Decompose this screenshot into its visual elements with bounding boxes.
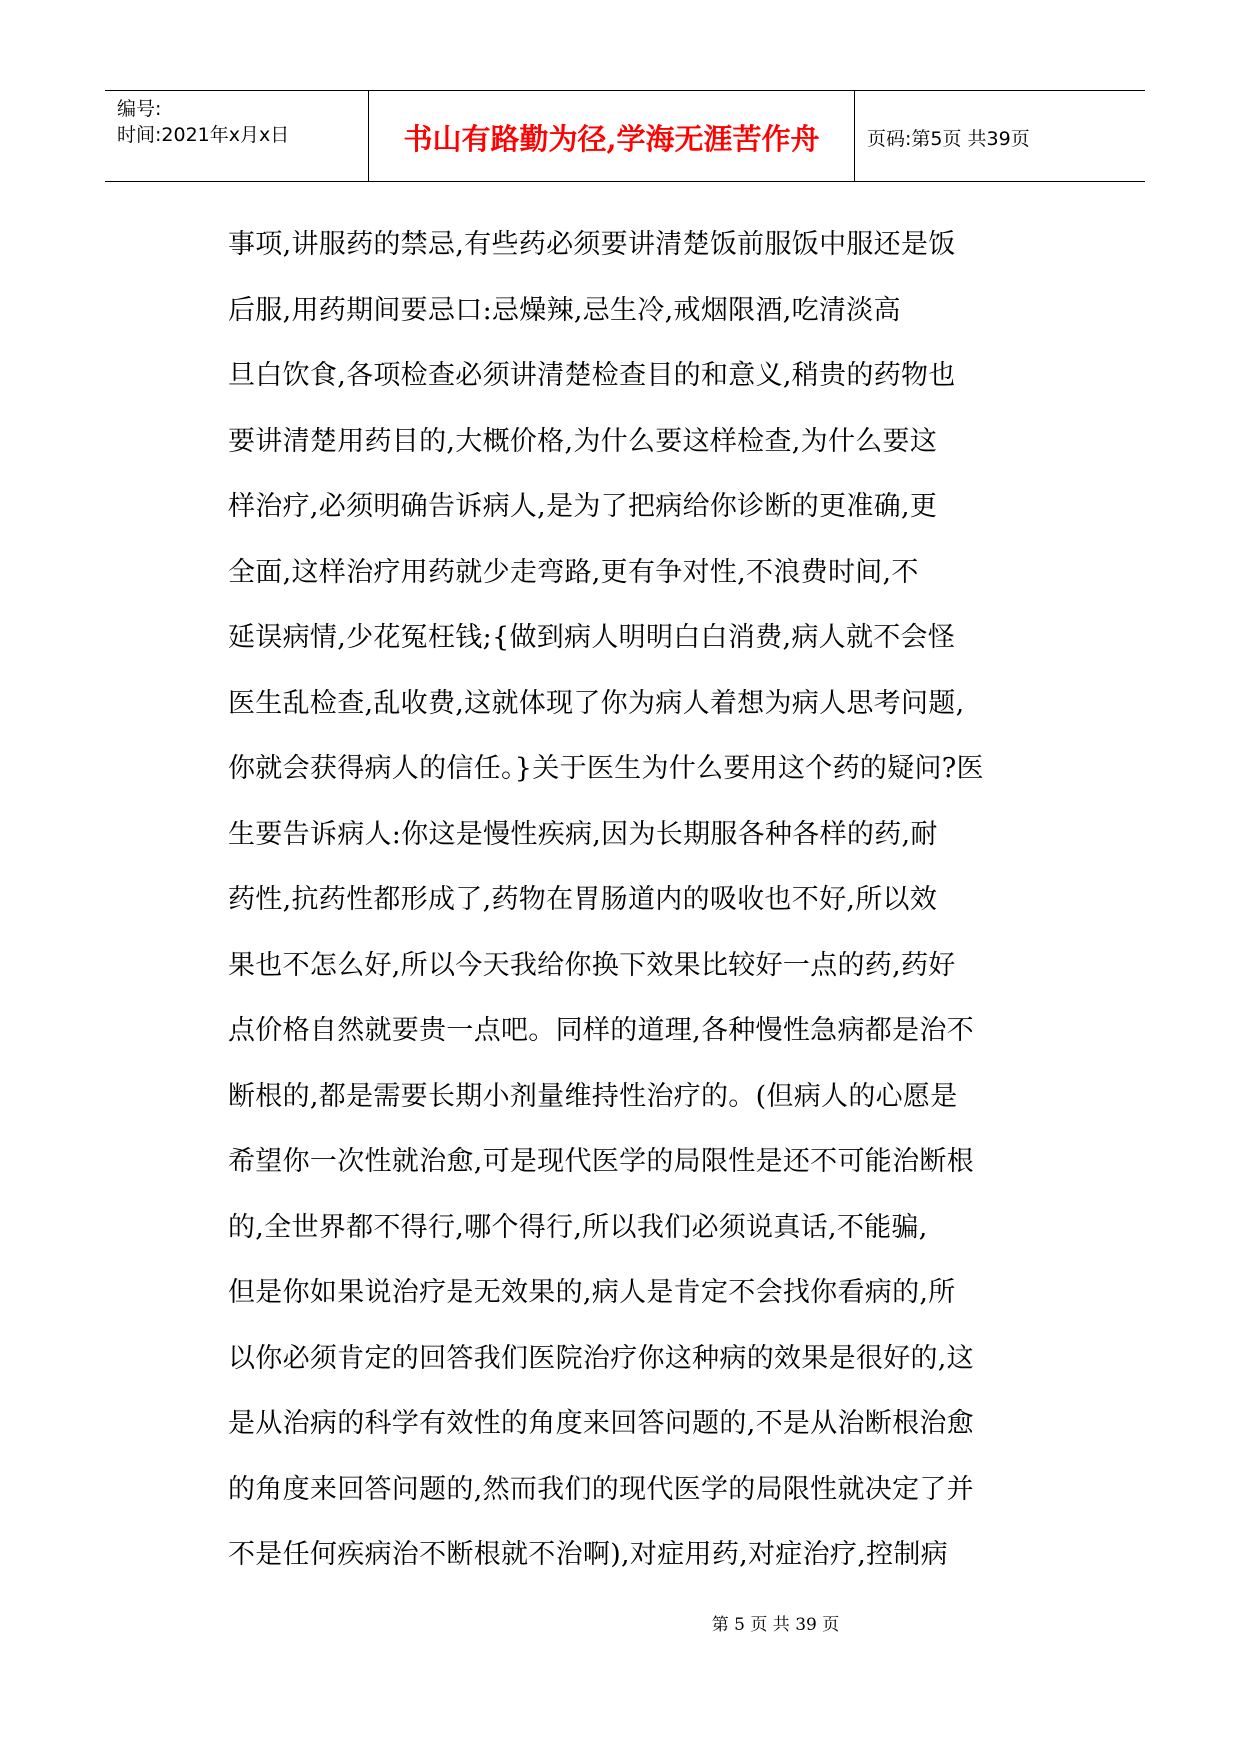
body-line: 但是你如果说治疗是无效果的,病人是肯定不会找你看病的,所 [228, 1277, 956, 1308]
body-line: 果也不怎么好,所以今天我给你换下效果比较好一点的药,药好 [228, 949, 956, 981]
body-line: 样治疗,必须明确告诉病人,是为了把病给你诊断的更准确,更 [228, 491, 938, 522]
body-line: 要讲清楚用药目的,大概价格,为什么要这样检查,为什么要这 [228, 425, 938, 457]
body-line: 的角度来回答问题的,然而我们的现代医学的局限性就决定了并 [228, 1473, 974, 1505]
page-header [105, 90, 1145, 182]
header-motto: 书山有路勤为径,学海无涯苦作舟 [403, 122, 820, 156]
body-line: 不是任何疾病治不断根就不治啊),对症用药,对症治疗,控制病 [228, 1539, 948, 1570]
page-footer: 第 5 页 共 39 页 [711, 1615, 840, 1635]
body-line: 你就会获得病人的信任。}关于医生为什么要用这个药的疑问?医 [228, 753, 984, 784]
header-motto-cell [369, 91, 855, 181]
body-line: 旦白饮食,各项检查必须讲清楚检查目的和意义,稍贵的药物也 [228, 360, 956, 391]
header-info-cell [105, 91, 369, 181]
body-line: 断根的,都是需要长期小剂量维持性治疗的。(但病人的心愿是 [228, 1080, 958, 1112]
body-line: 后服,用药期间要忌口:忌燥辣,忌生冷,戒烟限酒,吃清淡高 [228, 294, 901, 326]
document-body [228, 212, 1058, 1588]
document-number-label: 编号: [117, 98, 162, 120]
body-line: 医生乱检查,乱收费,这就体现了你为病人着想为病人思考问题, [228, 687, 965, 719]
header-page-number: 页码:第5页 共39页 [867, 128, 1030, 150]
body-line: 全面,这样治疗用药就少走弯路,更有争对性,不浪费时间,不 [228, 556, 919, 588]
header-page-cell [855, 91, 1145, 181]
body-line: 是从治病的科学有效性的角度来回答问题的,不是从治断根治愈 [228, 1408, 974, 1439]
body-line: 药性,抗药性都形成了,药物在胃肠道内的吸收也不好,所以效 [228, 884, 938, 915]
body-line: 事项,讲服药的禁忌,有些药必须要讲清楚饭前服饭中服还是饭 [228, 229, 956, 260]
body-line: 的,全世界都不得行,哪个得行,所以我们必须说真话,不能骗, [228, 1211, 928, 1243]
document-time-label: 时间:2021年x月x日 [117, 124, 290, 146]
body-line: 延误病情,少花冤枉钱;{做到病人明明白白消费,病人就不会怪 [228, 622, 956, 653]
body-line: 希望你一次性就治愈,可是现代医学的局限性是还不可能治断根 [228, 1146, 974, 1177]
body-line: 点价格自然就要贵一点吧。同样的道理,各种慢性急病都是治不 [228, 1015, 974, 1046]
body-line: 以你必须肯定的回答我们医院治疗你这种病的效果是很好的,这 [228, 1342, 974, 1374]
body-line: 生要告诉病人:你这是慢性疾病,因为长期服各种各样的药,耐 [228, 818, 938, 850]
